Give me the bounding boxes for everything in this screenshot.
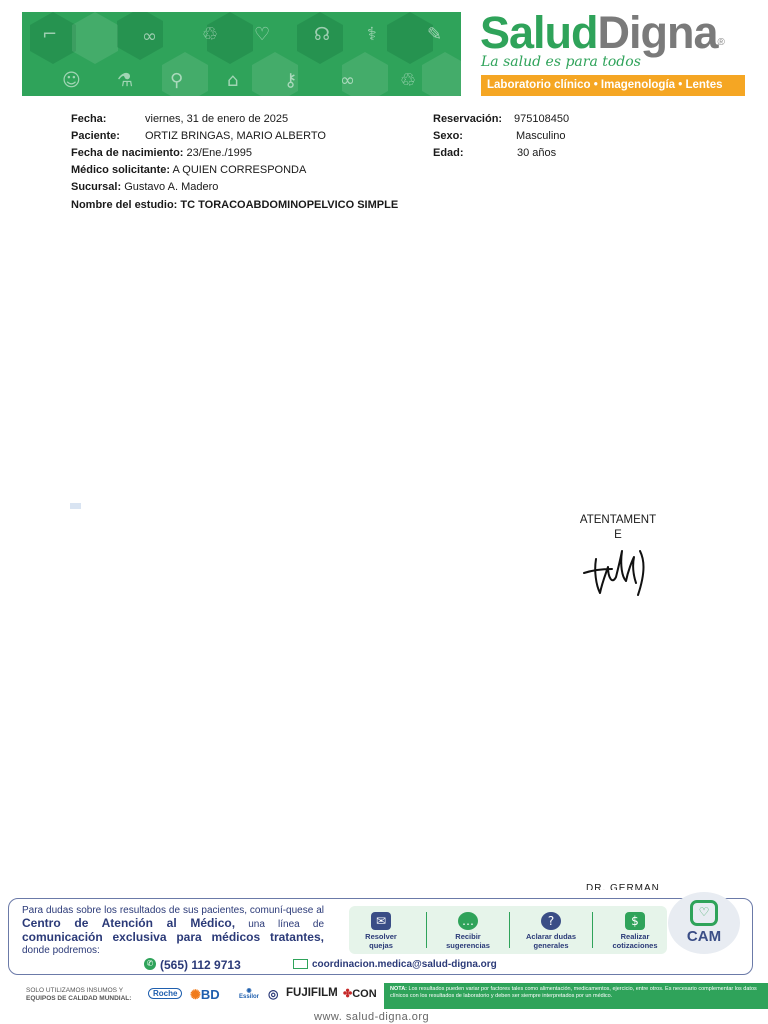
microscope-icon: ⚲ [170,70,184,91]
cam-logo [668,892,740,954]
website-url[interactable]: www. salud-digna.org [314,1011,430,1023]
divider [509,912,510,948]
chat-heart-icon: ♡ [690,900,718,926]
action-label-1: Aclarar dudas [525,932,577,941]
syringe-icon: ✎ [427,24,443,45]
reservacion-label: Reservación: [433,113,503,125]
glasses-icon: ∞ [340,70,355,91]
sucursal-row [71,180,218,194]
hex-shape [162,52,208,96]
medico-value: A QUIEN CORRESPONDA [172,164,307,176]
fecha-row [71,112,289,126]
atentamente-text [573,513,663,543]
logo-digna: Digna [597,7,718,58]
cam-text-2: Centro de Atención al Médico, [22,916,236,930]
document-icon: $ [625,912,645,930]
person-icon: ☺ [62,70,81,91]
glasses-icon: ⌐ [42,24,58,45]
action-label-2: generales [533,941,569,950]
paciente-value: ORTIZ BRINGAS, MARIO ALBERTO [145,130,326,142]
salud-digna-logo [480,7,724,58]
cam-description [22,905,324,957]
medico-label: Médico solicitante: [71,164,171,176]
reservacion-value: 975108450 [514,113,570,125]
bd-text: BD [200,987,220,1002]
action-aclarar-dudas [513,906,589,954]
whatsapp-icon: ✆ [144,958,156,970]
estudio-value: TC TORACOABDOMINOPELVICO SIMPLE [180,199,399,211]
quality-line-1: SOLO UTILIZAMOS INSUMOS Y [26,987,124,994]
essilor-text: Essilor [238,994,259,1000]
con-logo: ✤CON [343,988,377,1000]
action-label-1: Realizar [620,932,650,941]
cam-label: CAM [686,928,722,945]
cam-text-4: comunicación exclusiva para médicos tratantes, [22,930,324,944]
question-icon: ? [541,912,561,930]
estudio-row [71,198,398,212]
medico-row [71,163,306,177]
sexo-label: Sexo: [433,130,463,142]
hex-shape [72,12,118,64]
paciente-row [71,129,326,143]
reservacion-row [433,112,570,126]
edad-row [433,146,557,160]
fecha-value: viernes, 31 de enero de 2025 [145,113,289,125]
services-bar: Laboratorio clínico • Imagenología • Lentes [481,75,745,96]
action-recibir-sugerencias [430,906,506,954]
cam-text-5: donde podremos: [22,945,100,956]
nacimiento-value: 23/Ene./1995 [186,147,252,159]
registered-mark: ® [717,37,724,48]
action-realizar-cotizaciones [597,906,673,954]
quality-text [26,987,131,1003]
ribbon-icon: ♲ [202,24,219,45]
cam-text-3: una línea de [248,919,325,930]
fecha-label: Fecha: [71,113,107,125]
sucursal-label: Sucursal: [71,181,122,193]
heart-icon: ♡ [254,24,271,45]
mail-icon [293,959,308,969]
edad-label: Edad: [433,147,464,159]
divider [426,912,427,948]
glasses-icon: ∞ [142,26,157,47]
chat-ideas-icon: … [458,912,478,930]
nota-label: NOTA: [390,986,408,992]
email-link[interactable]: coordinacion.medica@salud-digna.org [312,959,497,970]
lungs-icon: ⚕ [367,24,377,45]
ge-logo: ◎ [268,987,279,1001]
nacimiento-row [71,146,252,160]
con-text: CON [352,988,377,1000]
action-label-2: sugerencias [446,941,490,950]
sexo-row [433,129,566,143]
sexo-value: Masculino [516,130,566,142]
action-label-1: Recibir [455,932,481,941]
selection-marker [70,503,81,509]
header-pattern-band [22,12,461,96]
fujifilm-logo: FUJIFILM [286,987,338,999]
bed-icon: ⌂ [227,70,239,91]
essilor-logo: ◉ Essilor [238,988,259,1000]
action-label-2: cotizaciones [612,941,658,950]
hex-shape [422,52,461,96]
action-label-2: quejas [369,941,393,950]
phone-number[interactable]: (565) 112 9713 [160,958,241,972]
vial-icon: ⚗ [117,70,134,91]
key-icon: ⚷ [284,70,298,91]
doctor-signature [582,547,652,599]
brain-icon: ☊ [314,24,330,45]
logo-salud: Salud [480,7,598,58]
action-resolver-quejas [343,906,419,954]
atentamente-line-1: ATENTAMENT [579,514,657,526]
paciente-label: Paciente: [71,130,120,142]
disclaimer-note [384,983,768,1009]
estudio-label: Nombre del estudio: [71,199,178,211]
action-label-1: Resolver [365,932,397,941]
nota-text: Los resultados pueden variar por factores tales como alimentación, medicamentos, ejercicio, entre otros. Es necesario complementar los datos clínicos con los resultados de laboratorio y deben ser siempre interpretados por un médico. [390,986,757,999]
quality-line-2: EQUIPOS DE CALIDAD MUNDIAL: [26,995,132,1002]
divider [592,912,593,948]
atentamente-line-2: E [614,529,622,541]
bd-logo: ✺BD [190,987,220,1002]
sucursal-value: Gustavo A. Madero [124,181,219,193]
chat-alert-icon: ✉ [371,912,391,930]
ribbon-icon: ♲ [400,70,417,91]
slogan: La salud es para todos [481,54,641,70]
doctor-name: DR. GERMAN [586,883,660,890]
roche-logo: Roche [148,988,182,999]
nacimiento-label: Fecha de nacimiento: [71,147,184,159]
edad-value: 30 años [517,147,557,159]
cam-text-1: Para dudas sobre los resultados de sus pacientes, comuní-quese al [22,905,324,916]
